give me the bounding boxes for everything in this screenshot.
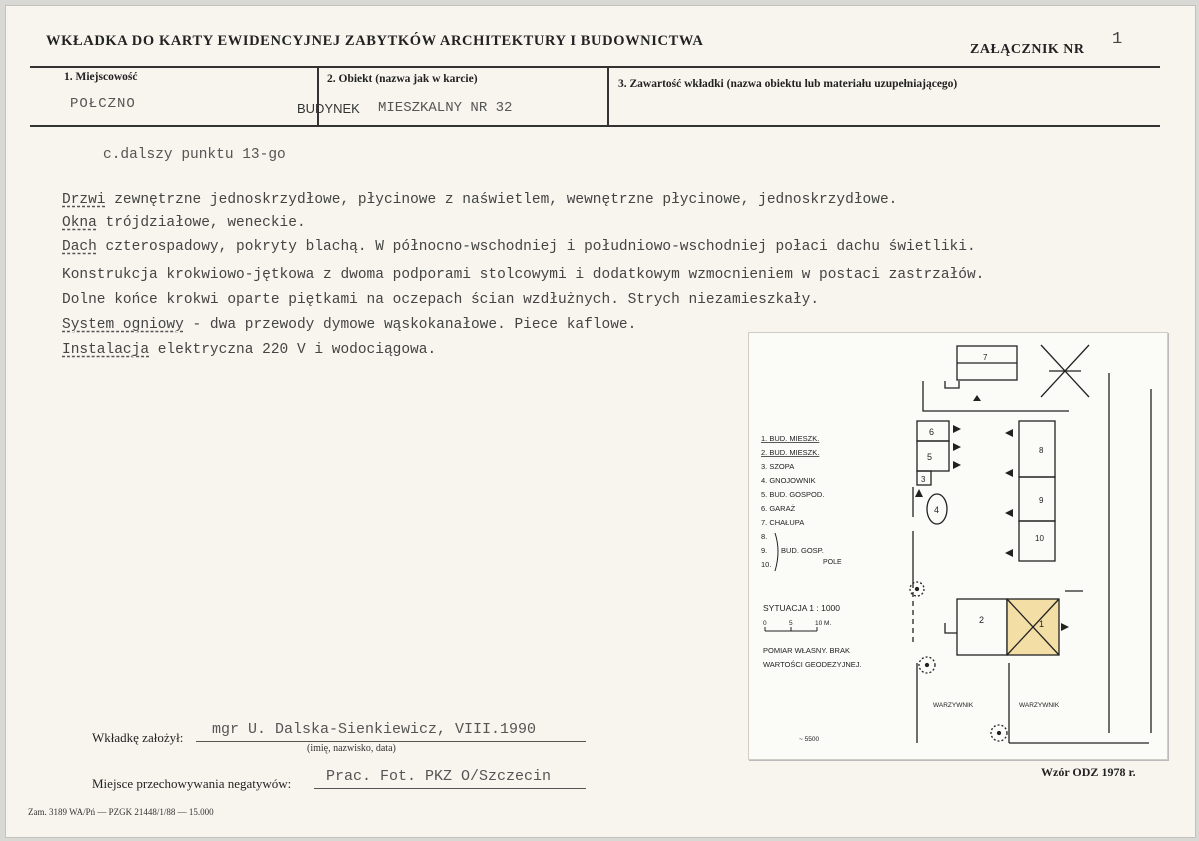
attachment-label: ZAŁĄCZNIK NR bbox=[970, 42, 1085, 57]
building-number: 2 bbox=[979, 615, 985, 625]
line-text: zewnętrzne jednoskrzydłowe, płycinowe z naświetlem, wewnętrzne płycinowe, jednoskrzydłowe. bbox=[105, 192, 898, 208]
object-value: MIESZKALNY NR 32 bbox=[378, 100, 513, 116]
legend-item: 8. bbox=[761, 532, 768, 541]
legend-item: 7. CHAŁUPA bbox=[761, 518, 805, 527]
building-number: 4 bbox=[934, 505, 940, 515]
negatives-label: Miejsce przechowywania negatywów: bbox=[92, 776, 292, 791]
survey-note: WARTOŚCI GEODEZYJNEJ. bbox=[763, 660, 862, 669]
line-text: Konstrukcja krokwiowo-jętkowa z dwoma podporami stolcowymi i dodatkowym wzmocnieniem w postaci zastrzałów. bbox=[62, 267, 985, 283]
negatives-value: Prac. Fot. PKZ O/Szczecin bbox=[326, 768, 552, 785]
form-title: WKŁADKA DO KARTY EWIDENCYJNEJ ZABYTKÓW ARCHITEKTURY I BUDOWNICTWA bbox=[46, 33, 704, 49]
locality-value: POŁCZNO bbox=[70, 96, 136, 112]
field-divider-1 bbox=[317, 68, 319, 127]
building-2 bbox=[957, 599, 1007, 655]
garden-label: WARZYWNIK bbox=[1019, 702, 1060, 709]
building-number: 10 bbox=[1035, 534, 1044, 543]
text-line-heating bbox=[62, 317, 636, 333]
content-label: 3. Zawartość wkładki (nazwa obiektu lub materiału uzupełniającego) bbox=[618, 78, 958, 90]
building-5 bbox=[917, 441, 949, 471]
text-line-construction bbox=[62, 267, 984, 283]
scale-tick: 5 bbox=[789, 620, 793, 627]
legend-item: 10. bbox=[761, 560, 772, 569]
object-value-handwritten: BUDYNEK bbox=[297, 101, 360, 116]
legend-item: 1. BUD. MIESZK. bbox=[761, 434, 820, 443]
line-text: elektryczna 220 V i wodociągowa. bbox=[149, 342, 437, 358]
site-plan-sketch bbox=[748, 332, 1168, 760]
garden-label: WARZYWNIK bbox=[933, 702, 974, 709]
legend-group-label: BUD. GOSP. bbox=[781, 546, 824, 555]
legend-item: 5. BUD. GOSPOD. bbox=[761, 490, 825, 499]
legend-item: 6. GARAŻ bbox=[761, 504, 796, 513]
building-number: 9 bbox=[1039, 496, 1044, 505]
header-rule bbox=[30, 66, 1160, 68]
print-info: Zam. 3189 WA/Pń — PZGK 21448/1/88 — 15.000 bbox=[28, 807, 214, 817]
founder-value: mgr U. Dalska-Sienkiewicz, VIII.1990 bbox=[212, 721, 537, 738]
building-number: 3 bbox=[921, 475, 926, 484]
text-line-windows bbox=[62, 215, 306, 231]
fields-rule bbox=[30, 125, 1160, 127]
scale-tick: 10 M. bbox=[815, 620, 832, 627]
building-number: 7 bbox=[983, 353, 988, 362]
line-heading: Drzwi bbox=[62, 192, 106, 208]
founder-label: Wkładkę założył: bbox=[92, 730, 184, 745]
text-line-roof bbox=[62, 239, 976, 255]
text-line-doors bbox=[62, 192, 897, 208]
scale-title: SYTUACJA 1 : 1000 bbox=[763, 603, 841, 613]
line-heading: Dach bbox=[62, 239, 97, 255]
legend-item: 9. bbox=[761, 546, 768, 555]
line-text: - dwa przewody dymowe wąskokanałowe. Piece kaflowe. bbox=[183, 317, 637, 333]
line-text: trójdziałowe, weneckie. bbox=[96, 215, 306, 231]
line-text: czterospadowy, pokryty blachą. W północno-wschodniej i południowo-wschodniej połaci dachu świetliki. bbox=[96, 239, 976, 255]
text-line-installation bbox=[62, 342, 436, 358]
site-plan-drawing bbox=[749, 333, 1167, 759]
founder-note: (imię, nazwisko, data) bbox=[307, 743, 396, 754]
distance-label: ~ 5500 bbox=[799, 736, 820, 743]
building-number: 5 bbox=[927, 452, 933, 462]
legend-item: 2. BUD. MIESZK. bbox=[761, 448, 820, 457]
continuation-note: c.dalszy punktu 13-go bbox=[103, 147, 286, 163]
building-number: 1 bbox=[1039, 619, 1045, 629]
text-line-rafters bbox=[62, 292, 819, 308]
line-heading: Instalacja bbox=[62, 342, 150, 358]
field-divider-2 bbox=[607, 68, 609, 127]
founder-dotted-line bbox=[196, 741, 586, 742]
survey-note: POMIAR WŁASNY. BRAK bbox=[763, 646, 850, 655]
legend-item: 4. GNOJOWNIK bbox=[761, 476, 816, 485]
legend-item: 3. SZOPA bbox=[761, 462, 795, 471]
negatives-dotted-line bbox=[314, 788, 586, 789]
field-label: POLE bbox=[823, 559, 842, 566]
line-heading: Okna bbox=[62, 215, 97, 231]
object-label: 2. Obiekt (nazwa jak w karcie) bbox=[327, 73, 478, 85]
building-number: 6 bbox=[929, 427, 935, 437]
line-text: Dolne końce krokwi oparte piętkami na oczepach ścian wzdłużnych. Strych niezamieszkały. bbox=[62, 292, 820, 308]
building-8 bbox=[1019, 421, 1055, 477]
line-heading: System ogniowy bbox=[62, 317, 184, 333]
form-template-id: Wzór ODZ 1978 r. bbox=[1041, 765, 1136, 779]
scale-tick: 0 bbox=[763, 620, 767, 627]
building-number: 8 bbox=[1039, 446, 1044, 455]
building-9 bbox=[1019, 477, 1055, 521]
locality-label: 1. Miejscowość bbox=[64, 71, 138, 83]
attachment-number: 1 bbox=[1112, 30, 1123, 49]
